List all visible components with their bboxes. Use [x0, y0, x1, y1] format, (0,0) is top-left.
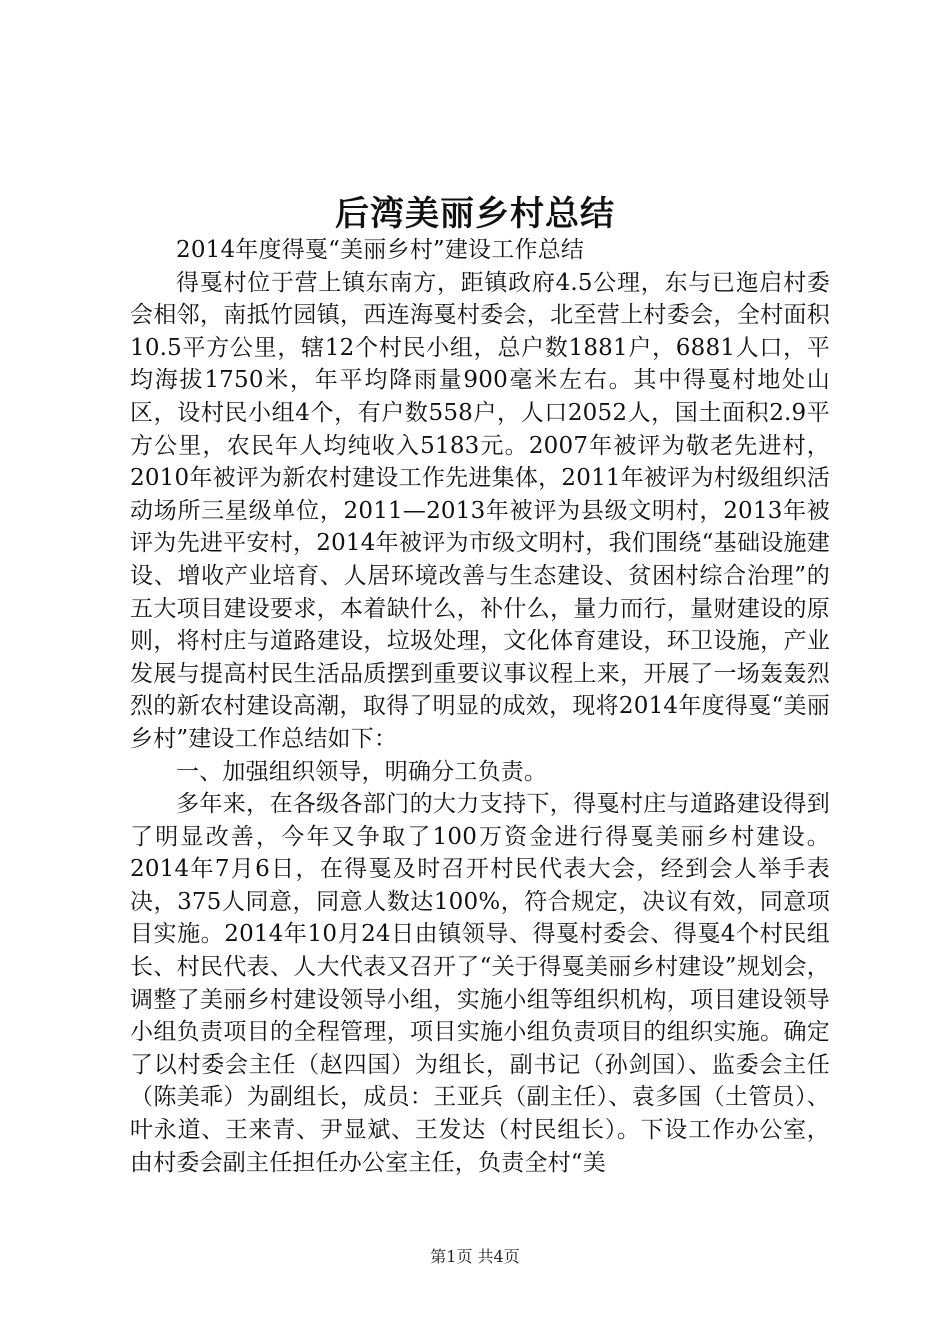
- document-body: [130, 234, 830, 1179]
- section-heading: 一、加强组织领导，明确分工负责。: [176, 758, 548, 785]
- document-title: 后湾美丽乡村总结: [335, 194, 615, 234]
- page-number-footer: 第1页 共4页: [430, 1247, 520, 1266]
- paragraph-section-1: 多年来，在各级各部门的大力支持下，得戛村庄与道路建设得到了明显改善，今年又争取了100万资金进行得戛美丽乡村建设。2014年7月6日，在得戛及时召开村民代表大会，经到会人举手表决，375人同意，同意人数达100%，符合规定，决议有效，同意项目实施。2014年10月24日由镇领导、得戛村委会、得戛4个村民组长、村民代表、人大代表又召开了“关于得戛美丽乡村建设”规划会，调整了美丽乡村建设领导小组，实施小组等组织机构，项目建设领导小组负责项目的全程管理，项目实施小组负责项目的组织实施。确定了以村委会主任（赵四国）为组长，副书记（孙剑国）、监委会主任（陈美乖）为副组长，成员：王亚兵（副主任）、袁多国（土管员）、叶永道、王来青、尹显斌、王发达（村民组长）。下设工作办公室，由村委会副主任担任办公室主任，负责全村“美: [130, 791, 830, 1176]
- paragraph-intro: 得戛村位于营上镇东南方，距镇政府4.5公理，东与已迤启村委会相邻，南抵竹园镇，西连海戛村委会，北至营上村委会，全村面积10.5平方公里，辖12个村民小组，总户数1881户，6881人口，平均海拔1750米，年平均降雨量900毫米左右。其中得戛村地处山区，设村民小组4个，有户数558户，人口2052人，国土面积2.9平方公里，农民年人均纯收入5183元。2007年被评为敬老先进村，2010年被评为新农村建设工作先进集体，2011年被评为村级组织活动场所三星级单位，2011—2013年被评为县级文明村，2013年被评为先进平安村，2014年被评为市级文明村，我们围绕“基础设施建设、增收产业培育、人居环境改善与生态建设、贫困村综合治理”的五大项目建设要求，本着缺什么，补什么，量力而行，量财建设的原则，将村庄与道路建设，垃圾处理，文化体育建设，环卫设施，产业发展与提高村民生活品质摆到重要议事议程上来，开展了一场轰轰烈烈的新农村建设高潮，取得了明显的成效，现将2014年度得戛“美丽乡村”建设工作总结如下：: [130, 269, 830, 752]
- paragraph-subtitle: 2014年度得戛“美丽乡村”建设工作总结: [176, 237, 585, 263]
